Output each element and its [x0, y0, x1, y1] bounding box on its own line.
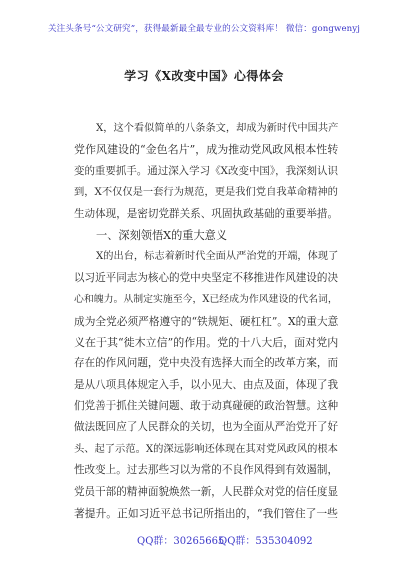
paragraph-line: 著提升。正如习近平总书记所指出的，“我们管住了一些 [74, 507, 338, 521]
footer-qq-group-right: QQ群：535304092 [219, 536, 313, 547]
paragraph-line: 变的重要抓手。通过深入学习《X改变中国》，我深刻认识 [74, 164, 338, 177]
paragraph-line: 党作风建设的“金色名片”，成为推动党风政风根本性转 [74, 143, 338, 157]
paragraph-line: 党员干部的精神面貌焕然一新，人民群众对党的信任度显 [74, 485, 338, 498]
paragraph-line: X的出台，标志着新时代全面从严治党的开端，体现了 [96, 251, 338, 263]
paragraph-line: 是从八项具体规定入手，以小见大、由点及面，体现了我 [74, 378, 338, 391]
paragraph-line: 生动体现，是密切党群关系、巩固执政基础的重要举措。 [74, 207, 338, 220]
paragraph-line: 以习近平同志为核心的党中央坚定不移推进作风建设的决 [74, 271, 338, 284]
paragraph-line: 到，X不仅仅是一套行为规范，更是我们党自我革命精神的 [74, 186, 338, 199]
paragraph-line: 头、起了示范。X的深远影响还体现在其对党风政风的根本 [74, 442, 338, 455]
paragraph-line: 心和魄力。从制定实施至今，X已经成为作风建设的代名词， [74, 294, 338, 306]
header-notice: 关注头条号“公文研究”，获得最新最全最专业的公文资料库！ 微信：gongwenyj [47, 24, 361, 34]
paragraph-line: 们党善于抓住关键问题、敢于动真碰硬的政治智慧。这种 [74, 400, 338, 413]
document-body [74, 118, 338, 524]
paragraph-line: 义在于其“徙木立信”的作用。党的十八大后，面对党内 [74, 335, 338, 349]
paragraph-line: 成为全党必须严格遵守的“铁规矩、硬杠杠”。X的重大意 [74, 314, 338, 328]
paragraph-line: 做法既回应了人民群众的关切，也为全面从严治党开了好 [74, 421, 338, 434]
paragraph-line: X，这个看似简单的八条条文，却成为新时代中国共产 [96, 123, 338, 134]
header-banner [0, 0, 408, 62]
section-heading: 一、深刻领悟X的重大意义 [96, 228, 228, 242]
footer-qq-group-left: QQ群：30265665 [137, 536, 225, 547]
paragraph-line: 性改变上。过去那些习以为常的不良作风得到有效遏制， [74, 464, 338, 477]
document-title: 学习《X改变中国》心得体会 [124, 69, 284, 83]
paragraph-line: 存在的作风问题，党中央没有选择大而全的改革方案，而 [74, 357, 338, 370]
